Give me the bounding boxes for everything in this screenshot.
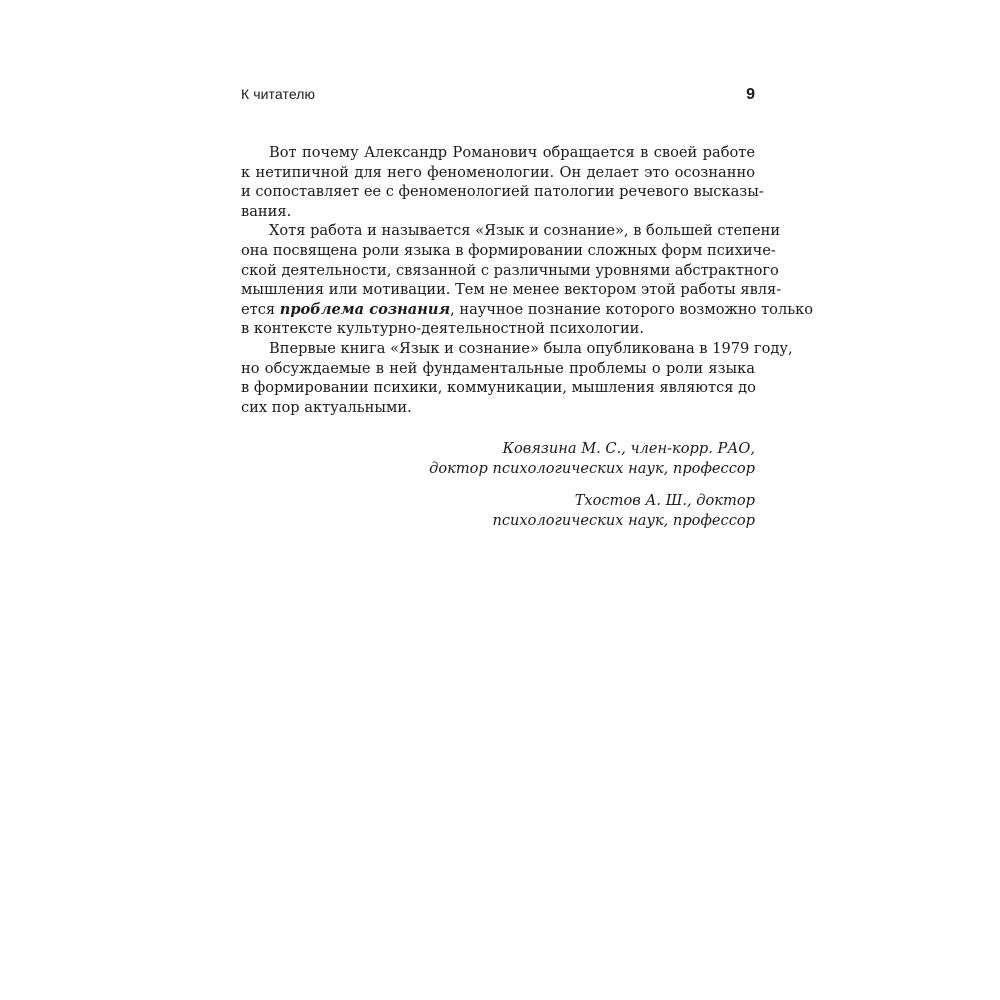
text-line: она посвящена роли языка в формировании сложных форм психиче- — [241, 241, 776, 259]
signatures-block — [241, 439, 755, 543]
text-line: ской деятельности, связанной с различными уровнями абстрактного — [241, 261, 779, 279]
signature-name: Тхостов А. Ш., доктор — [574, 492, 755, 509]
text-line: к нетипичной для него феноменологии. Он делает это осознанно — [241, 163, 755, 181]
emphasized-term: проблема сознания — [279, 300, 451, 318]
paragraph-1 — [241, 143, 764, 221]
signature-title: доктор психологических наук, профессор — [429, 460, 755, 477]
running-header — [241, 86, 755, 106]
paragraph-3 — [241, 339, 793, 417]
text-line: Впервые книга «Язык и сознание» была опубликована в 1979 году, — [269, 339, 793, 357]
page-number: 9 — [746, 86, 755, 103]
text-line: вания. — [241, 202, 292, 220]
text-line: в контексте культурно-деятельностной психологии. — [241, 320, 645, 338]
signature-name: Ковязина М. С., член-корр. РАО, — [502, 440, 755, 457]
signature-1 — [241, 439, 755, 479]
text-fragment: , научное познание которого возможно только — [450, 300, 814, 318]
text-line: сих пор актуальными. — [241, 398, 412, 416]
text-line: Хотя работа и называется «Язык и сознание», в большей степени — [269, 222, 781, 240]
main-text — [241, 143, 814, 417]
signature-2 — [241, 491, 755, 531]
text-line: мышления или мотивации. Тем не менее вектором этой работы явля- — [241, 281, 782, 299]
signature-title: психологических наук, профессор — [492, 512, 755, 529]
paragraph-2 — [241, 221, 814, 339]
text-line: но обсуждаемые в ней фундаментальные проблемы о роли языка — [241, 359, 755, 377]
text-line — [241, 300, 814, 320]
chapter-title: К читателю — [241, 86, 316, 102]
text-line: Вот почему Александр Романович обращается в своей работе — [269, 144, 755, 161]
text-line: и сопоставляет ее с феноменологией патологии речевого высказы- — [241, 183, 764, 201]
text-fragment: ется — [241, 300, 280, 318]
text-line: в формировании психики, коммуникации, мышления являются до — [241, 379, 756, 397]
